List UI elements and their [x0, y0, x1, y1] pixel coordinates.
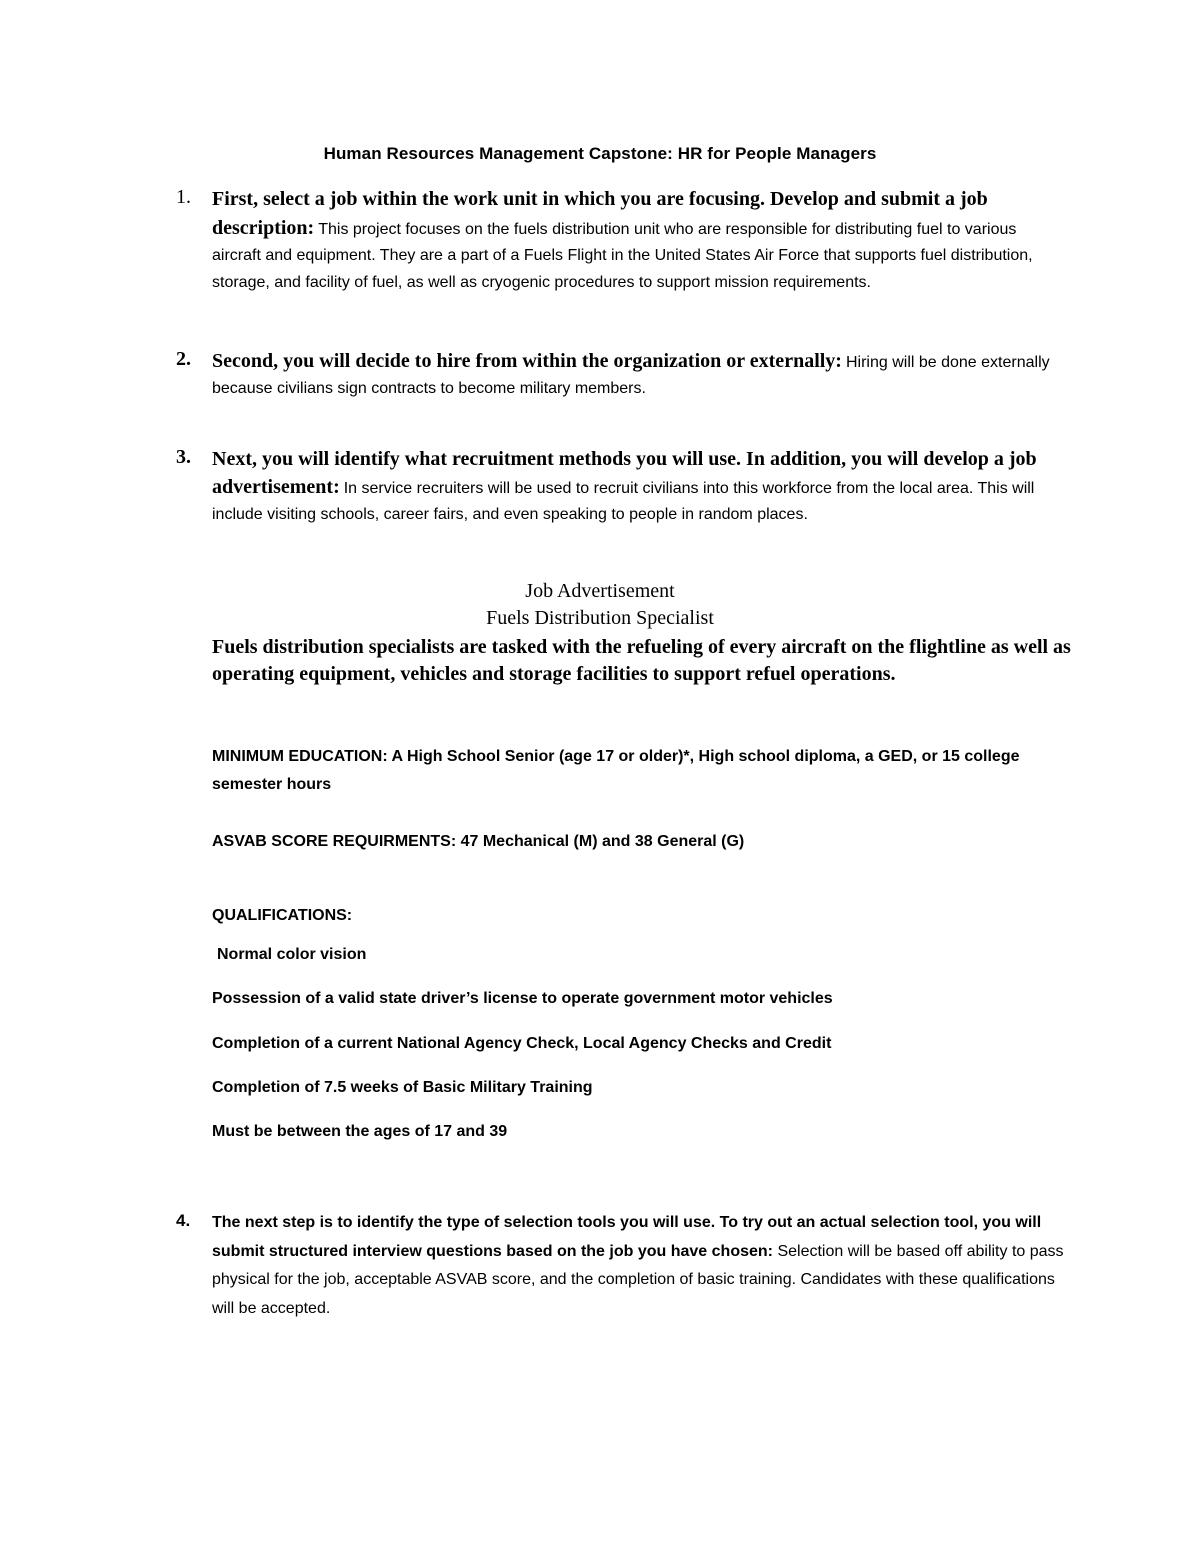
- qualification-item: Completion of a current National Agency Check, Local Agency Checks and Credit: [212, 1035, 832, 1052]
- minimum-education: MINIMUM EDUCATION: A High School Senior (age 17 or older)*, High school diploma, a GED, or 15 college semester hours: [212, 748, 1020, 793]
- list-item-3: [176, 446, 1066, 528]
- item-body: [212, 1209, 1066, 1323]
- qualification-item: Completion of 7.5 weeks of Basic Military Training: [212, 1079, 593, 1096]
- item-prompt: The next step is to identify the type of selection tools you will use. To try out an actual selection tool, you will submit structured interview questions based on the job you have chosen:: [212, 1214, 1042, 1260]
- qualification-item: Normal color vision: [217, 946, 367, 963]
- qualifications-heading: QUALIFICATIONS:: [212, 907, 353, 924]
- item-response: This project focuses on the fuels distribution unit who are responsible for distributing fuel to various aircraft and equipment. They are a part of a Fuels Flight in the United States Air Force that supports fuel distribution, storage, and facility of fuel, as well as cryogenic procedures to support mission requirements.: [212, 220, 1033, 291]
- item-response: Selection will be based off ability to pass physical for the job, acceptable ASVAB score, and the completion of basic training. Candidates with these qualifications will be accepted.: [212, 1242, 1064, 1317]
- advertisement-heading: Job Advertisement: [525, 580, 675, 602]
- item-body: [212, 348, 1066, 402]
- item-body: [212, 186, 1066, 296]
- document-title: Human Resources Management Capstone: HR for People Managers: [323, 144, 877, 163]
- item-response: Hiring will be done externally because civilians sign contracts to become military members.: [212, 354, 1050, 397]
- item-prompt: Next, you will identify what recruitment methods you will use. In addition, you will develop a job advertisement:: [212, 448, 1037, 498]
- item-number: 1.: [176, 186, 191, 208]
- asvab-requirements: ASVAB SCORE REQUIRMENTS: 47 Mechanical (M) and 38 General (G): [212, 833, 745, 850]
- item-number: 4.: [176, 1211, 191, 1230]
- qualification-item: Must be between the ages of 17 and 39: [212, 1123, 508, 1140]
- list-item-4: [176, 1209, 1066, 1323]
- list-item-1: [176, 186, 1066, 296]
- item-response: In service recruiters will be used to recruit civilians into this workforce from the local area. This will include visiting schools, career fairs, and even speaking to people in random places.: [212, 480, 1035, 523]
- item-prompt: First, select a job within the work unit in which you are focusing. Develop and submit a job description:: [212, 188, 988, 239]
- item-number: 2.: [176, 348, 191, 370]
- list-item-2: [176, 348, 1066, 402]
- advertisement-position: Fuels Distribution Specialist: [486, 607, 714, 629]
- item-prompt: Second, you will decide to hire from within the organization or externally:: [212, 350, 842, 372]
- item-body: [212, 446, 1066, 528]
- qualification-item: Possession of a valid state driver’s license to operate government motor vehicles: [212, 990, 833, 1007]
- advertisement-intro: Fuels distribution specialists are tasked with the refueling of every aircraft on the flightline as well as operating equipment, vehicles and storage facilities to support refuel operations.: [212, 636, 1071, 685]
- item-number: 3.: [176, 446, 191, 468]
